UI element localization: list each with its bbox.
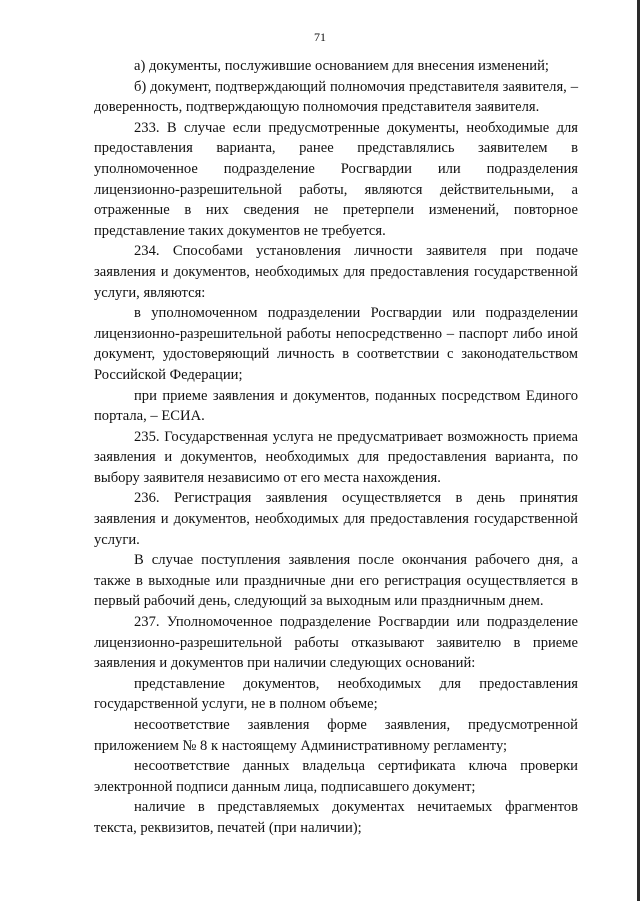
paragraph-236-after-hours: В случае поступления заявления после окончания рабочего дня, а также в выходные или праздничные дни его регистрация осуществляется в первый рабочий день, следующий за выходным или праздничным днем.	[94, 552, 578, 610]
paragraph-234-in-person: в уполномоченном подразделении Росгвардии или подразделении лицензионно-разрешительной работы непосредственно – паспорт либо иной документ, удостоверяющий личность в соответствии с законодательством Российской Федерации;	[94, 305, 578, 383]
paragraph-237-form-mismatch: несоответствие заявления форме заявления, предусмотренной приложением № 8 к настоящему Административному регламенту;	[94, 717, 578, 754]
paragraph-234-portal: при приеме заявления и документов, поданных посредством Единого портала, – ЕСИА.	[94, 387, 578, 425]
document-body	[94, 56, 578, 839]
paragraph-b: б) документ, подтверждающий полномочия представителя заявителя, – доверенность, подтверждающую полномочия представителя заявителя.	[94, 78, 578, 116]
paragraph-233: 233. В случае если предусмотренные документы, необходимые для предоставления варианта, ранее представлялись заявителем в уполномоченное подразделение Росгвардии или подразделения лицензионно-разрешительной работы, являются действительными, а отраженные в них сведения не претерпели изменений, повторное представление таких документов не требуется.	[94, 119, 578, 239]
paragraph-237: 237. Уполномоченное подразделение Росгвардии или подразделение лицензионно-разрешительной работы отказывают заявителю в приеме заявления и документов при наличии следующих оснований:	[94, 614, 578, 672]
paragraph-234: 234. Способами установления личности заявителя при подаче заявления и документов, необходимых для предоставления государственной услуги, являются:	[94, 243, 578, 301]
paragraph-237-unreadable: наличие в представляемых документах нечитаемых фрагментов текста, реквизитов, печатей (при наличии);	[94, 799, 578, 836]
paragraph-236: 236. Регистрация заявления осуществляется в день принятия заявления и документов, необходимых для предоставления государственной услуги.	[94, 490, 578, 548]
paragraph-235: 235. Государственная услуга не предусматривает возможность приема заявления и документов, необходимых для предоставления варианта, по выбору заявителя независимо от его места нахождения.	[94, 428, 578, 486]
paragraph-237-incomplete: представление документов, необходимых для предоставления государственной услуги, не в полном объеме;	[94, 675, 578, 713]
paragraph-a: а) документы, послужившие основанием для внесения изменений;	[134, 58, 549, 74]
paragraph-237-signature-mismatch: несоответствие данных владельца сертификата ключа проверки электронной подписи данным лица, подписавшего документ;	[94, 758, 578, 795]
page-number: 71	[314, 30, 326, 44]
